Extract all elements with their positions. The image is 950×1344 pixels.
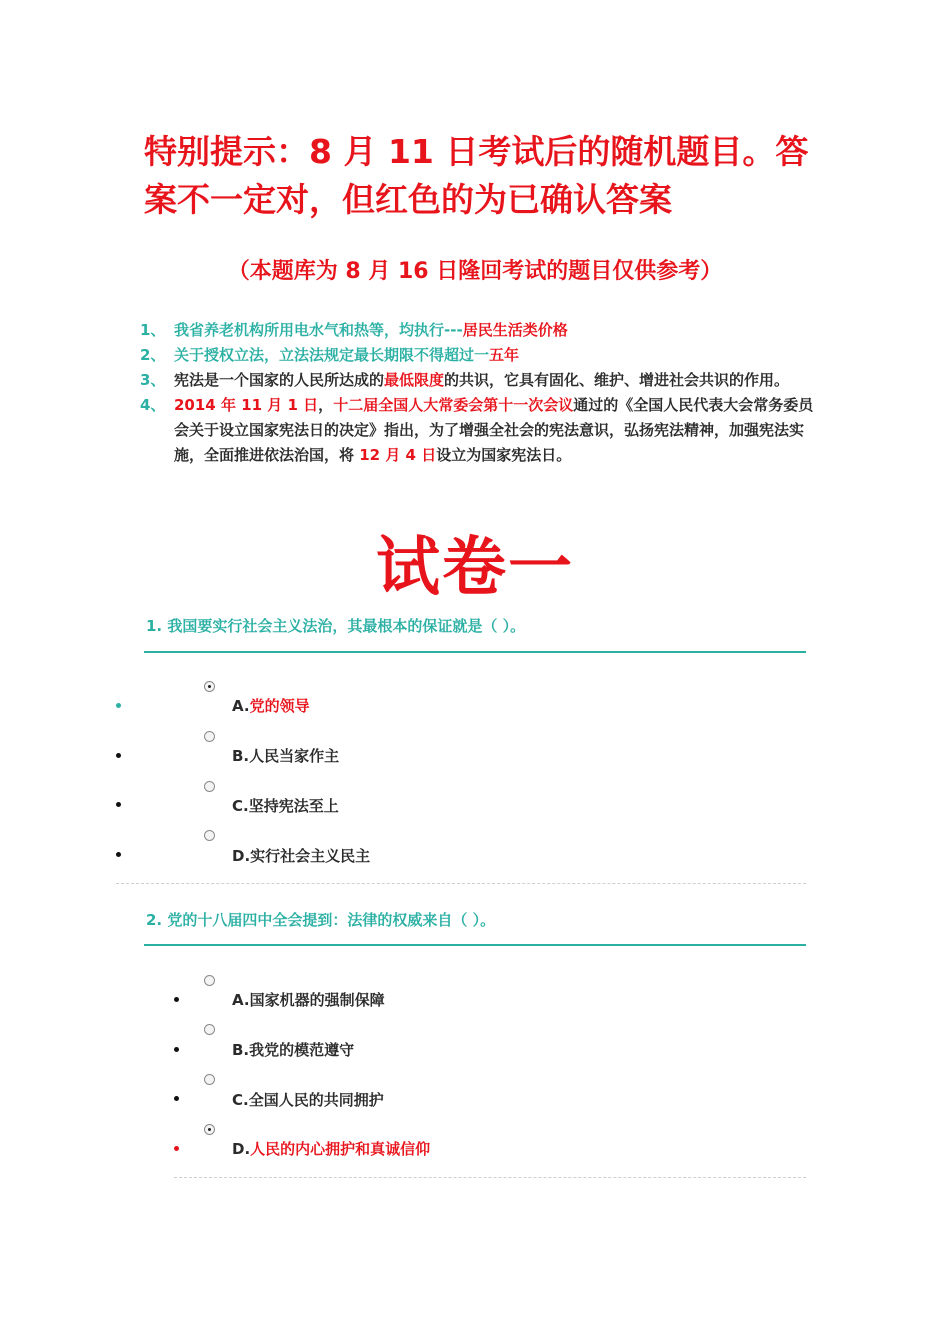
option-label: B.我党的模范遵守 <box>232 1041 355 1059</box>
radio-selected-icon[interactable] <box>204 681 215 692</box>
radio-icon[interactable] <box>204 975 215 986</box>
question-2-text: 2. 党的十八届四中全会提到：法律的权威来自（ ）。 <box>146 911 496 929</box>
tip-answer: 五年 <box>489 346 520 364</box>
option-label: C.坚持宪法至上 <box>232 797 339 815</box>
tip-answer: 居民生活类价格 <box>462 321 568 339</box>
option-label: C.全国人民的共同拥护 <box>232 1091 384 1109</box>
tip-number: 3、 <box>140 371 166 389</box>
tip-text: 我省养老机构所用电水气和热等，均执行--- <box>174 321 463 339</box>
exam-title: 试卷一 <box>376 530 574 605</box>
radio-icon[interactable] <box>204 830 215 841</box>
bullet-icon <box>174 997 179 1002</box>
option-label: D.实行社会主义民主 <box>232 847 371 865</box>
question-separator <box>174 1177 806 1178</box>
bullet-icon <box>174 1047 179 1052</box>
option-label: A.党的领导 <box>232 697 310 715</box>
radio-icon[interactable] <box>204 731 215 742</box>
tip-meeting: 十二届全国人大常委会第十一次会议 <box>333 396 574 414</box>
tip-item <box>140 343 820 368</box>
bullet-icon <box>174 1096 179 1101</box>
bullet-icon <box>116 802 121 807</box>
bullet-icon <box>116 753 121 758</box>
tip-text: 设立为国家宪法日。 <box>436 446 572 464</box>
notice-subtitle: （本题库为 8 月 16 日隆回考试的题目仅供参考） <box>227 259 723 284</box>
question-separator <box>116 883 806 884</box>
tip-text: 宪法是一个国家的人民所达成的 <box>174 371 385 389</box>
tip-number: 2、 <box>140 346 166 364</box>
bullet-icon <box>116 703 121 708</box>
radio-selected-icon[interactable] <box>204 1124 215 1135</box>
question-divider <box>144 944 806 946</box>
tip-text: 通过的《全国人民代表大会常务委员会关于设立国家宪法日的决定》指出，为了增强全社会的宪法意识，弘扬宪法精神，加强宪法实施，全面推进依法治国，将 <box>174 396 814 464</box>
tip-item <box>140 393 820 468</box>
option-label: D.人民的内心拥护和真诚信仰 <box>232 1140 431 1158</box>
question-1-text: 1. 我国要实行社会主义法治，其最根本的保证就是（ ）。 <box>146 617 526 635</box>
tip-answer: 最低限度 <box>384 371 445 389</box>
tip-item <box>140 318 820 343</box>
tip-answer: 12 月 4 日 <box>359 446 437 464</box>
tip-item <box>140 368 820 393</box>
notice-title: 特别提示：8 月 11 日考试后的随机题目。答案不一定对，但红色的为已确认答案 <box>144 132 809 219</box>
tip-text: ， <box>318 396 334 414</box>
option-label: A.国家机器的强制保障 <box>232 991 385 1009</box>
radio-icon[interactable] <box>204 1024 215 1035</box>
radio-icon[interactable] <box>204 781 215 792</box>
tip-number: 4、 <box>140 396 166 414</box>
question-divider <box>144 651 806 653</box>
tip-date: 2014 年 11 月 1 日 <box>174 396 319 414</box>
tip-text: 关于授权立法，立法法规定最长期限不得超过一 <box>174 346 490 364</box>
tips-list <box>140 318 820 468</box>
radio-icon[interactable] <box>204 1074 215 1085</box>
bullet-icon <box>116 852 121 857</box>
option-label: B.人民当家作主 <box>232 747 340 765</box>
tip-text: 的共识，它具有固化、维护、增进社会共识的作用。 <box>444 371 790 389</box>
tip-number: 1、 <box>140 321 166 339</box>
bullet-icon <box>174 1146 179 1151</box>
